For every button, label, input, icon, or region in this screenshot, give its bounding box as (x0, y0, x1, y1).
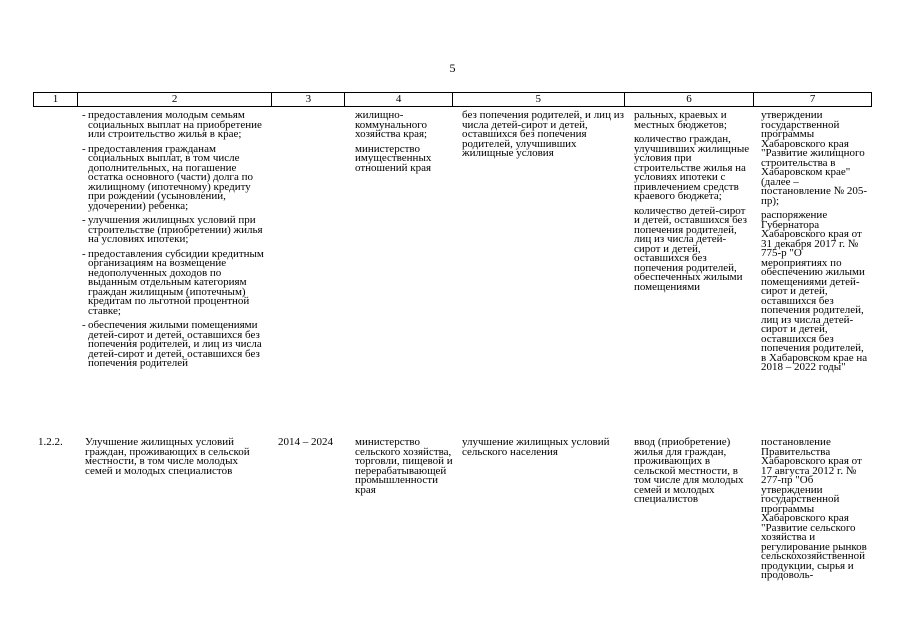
row2-col5: улучшение жилищных условий сельского населения (462, 436, 610, 458)
cell-text: распоряжение Губернатора Хабаровского края от 31 декабря 2017 г. № 775-р "О мероприятиях по обеспечению жилыми помещениями детей-сирот и детей, оставшихся без попечения родителей, лиц из числа детей-сирот и детей, оставшихся без попечения родителей, в Хабаровском крае на 2018 – 2022 годы" (761, 209, 868, 373)
row2-col4: министерство сельского хозяйства, торговли, пищевой и перерабатывающей промышленности края (355, 436, 453, 496)
list-item: - предоставления молодым семьям социальных выплат на приобретение или строительство жилья в крае; (82, 109, 262, 140)
row1-col5 (462, 111, 624, 164)
header-col-6: 6 (625, 93, 755, 106)
row2-col6: ввод (приобретение) жилья для граждан, проживающих в сельской местности, в том числе для молодых семей и молодых специалистов (634, 436, 744, 505)
row2-period: 2014 – 2024 (278, 436, 333, 448)
header-col-1: 1 (34, 93, 78, 106)
row2-col2: Улучшение жилищных условий граждан, проживающих в сельской местности, в том числе молодых семей и молодых специалистов (85, 436, 250, 477)
header-col-5: 5 (453, 93, 625, 106)
cell-text: количество граждан, улучшивших жилищные условия при строительстве жилья на условиях ипотеки с привлечением средств краевого бюджета; (634, 133, 750, 202)
list-item: - предоставления гражданам социальных выплат, в том числе дополнительных, на погашение остатка основного (части) долга по жилищному (ипотечному) кредиту при рождении (усыновлении, удочерении) ребенка; (82, 142, 253, 212)
page-number: 5 (449, 61, 456, 75)
list-item: - обеспечения жилыми помещениями детей-сирот и детей, оставшихся без попечения родителей, и лиц из числа детей-сирот и детей, оставшихся без попечения родителей (82, 319, 262, 369)
header-col-4: 4 (345, 93, 453, 106)
row1-col6 (634, 111, 752, 297)
cell-text: ральных, краевых и местных бюджетов; (634, 109, 727, 131)
row1-col4 (355, 111, 453, 178)
header-col-7: 7 (809, 93, 816, 105)
list-item: - улучшения жилищных условий при строительстве (приобретении) жилья на условиях ипотеки; (82, 214, 263, 245)
cell-text: жилищно-коммунального хозяйства края; (355, 109, 428, 140)
cell-text: министерство имущественных отношений края (355, 142, 432, 174)
header-col-3: 3 (272, 93, 345, 106)
header-col-2: 2 (78, 93, 273, 106)
cell-text: количество детей-сирот и детей, оставшихся без попечения родителей, лиц из числа детей-сирот и детей, оставшихся без попечения родителей, обеспеченных жилыми помещениями (634, 204, 747, 293)
row2-number: 1.2.2. (38, 436, 63, 448)
row2-col7: постановление Правительства Хабаровского края от 17 августа 2012 г. № 277-пр "Об утверждении государственной программы Хабаровского края "Развитие сельского хозяйства и регулирование рынков сельскохозяйственной продукции, сырья и продоволь- (761, 436, 867, 581)
row1-col7 (761, 111, 869, 378)
table-header-row (33, 92, 872, 107)
row1-col2-bullets (80, 111, 268, 374)
cell-text: без попечения родителей, и лиц из числа детей-сирот и детей, оставшихся без попечения родителей, улучшивших жилищные условия (462, 109, 624, 159)
cell-text: утверждении государственной программы Хабаровского края "Развитие жилищного строительства в Хабаровском крае" (далее – постановление № 205-пр); (761, 109, 867, 207)
list-item: - предоставления субсидии кредитным организациям на возмещение недополученных доходов по выданным отдельным категориям граждан жилищным (ипотечным) кредитам по льготной процентной ставке; (82, 247, 264, 317)
